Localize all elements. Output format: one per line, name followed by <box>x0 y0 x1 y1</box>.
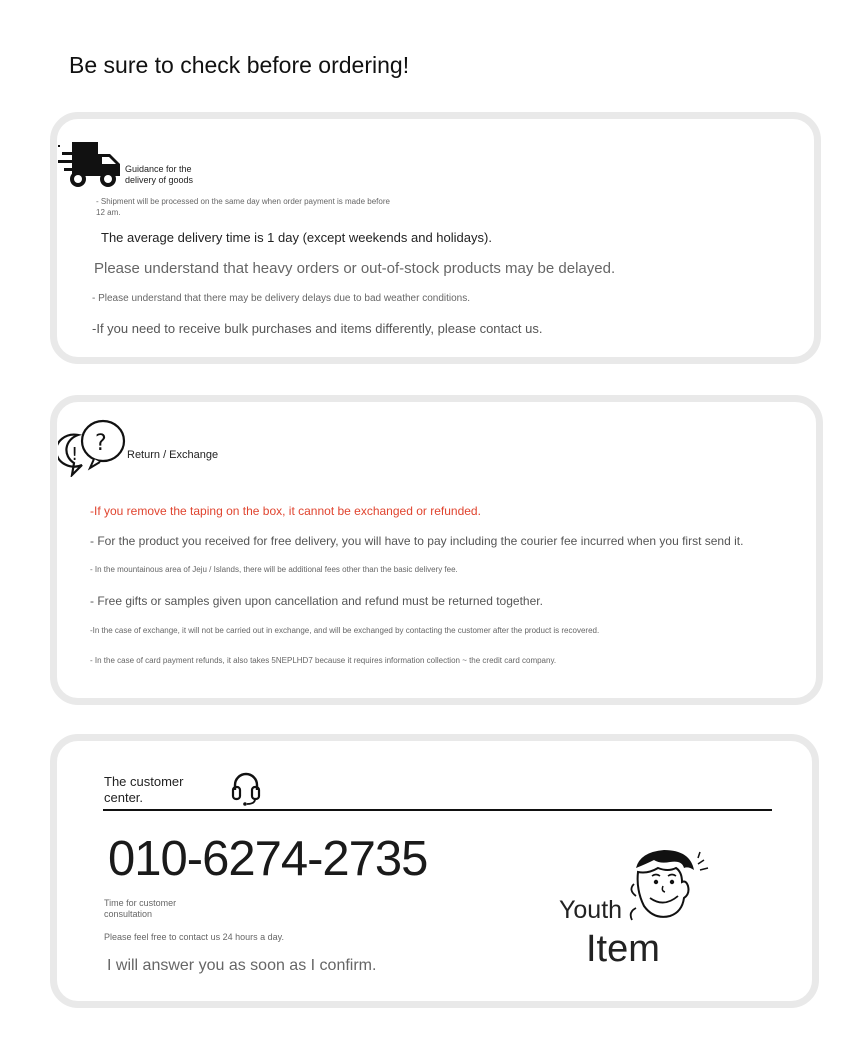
brand-word-youth: Youth <box>559 896 623 924</box>
svg-text:?: ? <box>95 431 107 456</box>
consultation-hours-label-line2: consultation <box>104 909 153 919</box>
consultation-hours-label <box>104 898 176 920</box>
headset-icon <box>231 770 261 806</box>
customer-center-title-line1: The customer <box>104 774 184 789</box>
svg-text:!: ! <box>71 444 79 465</box>
delivery-line-5: - Please understand that there may be delivery delays due to bad weather conditions. <box>92 293 471 304</box>
reply-text: I will answer you as soon as I confirm. <box>107 957 377 974</box>
return-line-6: - In the case of card payment refunds, it also takes 5NEPLHD7 because it requires information collection ~ the credit card company. <box>90 656 557 665</box>
delivery-title-line2: delivery of goods <box>125 175 194 185</box>
delivery-title-line1: Guidance for the <box>125 164 192 174</box>
return-line-5: -In the case of exchange, it will not be carried out in exchange, and will be exchanged by contacting the customer after the product is recovered. <box>90 626 600 635</box>
delivery-line-4: Please understand that heavy orders or out-of-stock products may be delayed. <box>94 260 616 277</box>
question-speech-bubbles-icon <box>58 419 126 477</box>
customer-center-phone: 010-6274-2735 <box>108 832 428 886</box>
delivery-line-6: -If you need to receive bulk purchases and items differently, please contact us. <box>92 321 543 336</box>
delivery-line-3: The average delivery time is 1 day (except weekends and holidays). <box>101 230 492 245</box>
brand-word-item: Item <box>586 928 660 970</box>
customer-center-title-line2: center. <box>104 790 144 805</box>
delivery-line-1: - Shipment will be processed on the same day when order payment is made before <box>96 197 390 206</box>
delivery-title <box>125 164 193 186</box>
return-line-2: - For the product you received for free delivery, you will have to pay including the courier fee incurred when you first send it. <box>90 534 744 548</box>
page-heading: Be sure to check before ordering! <box>69 52 410 78</box>
customer-center-title <box>104 774 183 806</box>
return-exchange-title: Return / Exchange <box>127 449 219 461</box>
delivery-truck-icon <box>58 140 124 190</box>
return-line-1: -If you remove the taping on the box, it cannot be exchanged or refunded. <box>90 504 481 518</box>
cartoon-boy-face-icon <box>626 848 712 926</box>
return-line-4: - Free gifts or samples given upon cancellation and refund must be returned together. <box>90 594 543 608</box>
return-line-3: - In the mountainous area of Jeju / Islands, there will be additional fees other than the basic delivery fee. <box>90 565 458 574</box>
consultation-hours-text: Please feel free to contact us 24 hours a day. <box>104 932 284 942</box>
customer-center-divider <box>103 809 772 811</box>
consultation-hours-label-line1: Time for customer <box>104 898 177 908</box>
delivery-line-2: 12 am. <box>96 208 121 217</box>
